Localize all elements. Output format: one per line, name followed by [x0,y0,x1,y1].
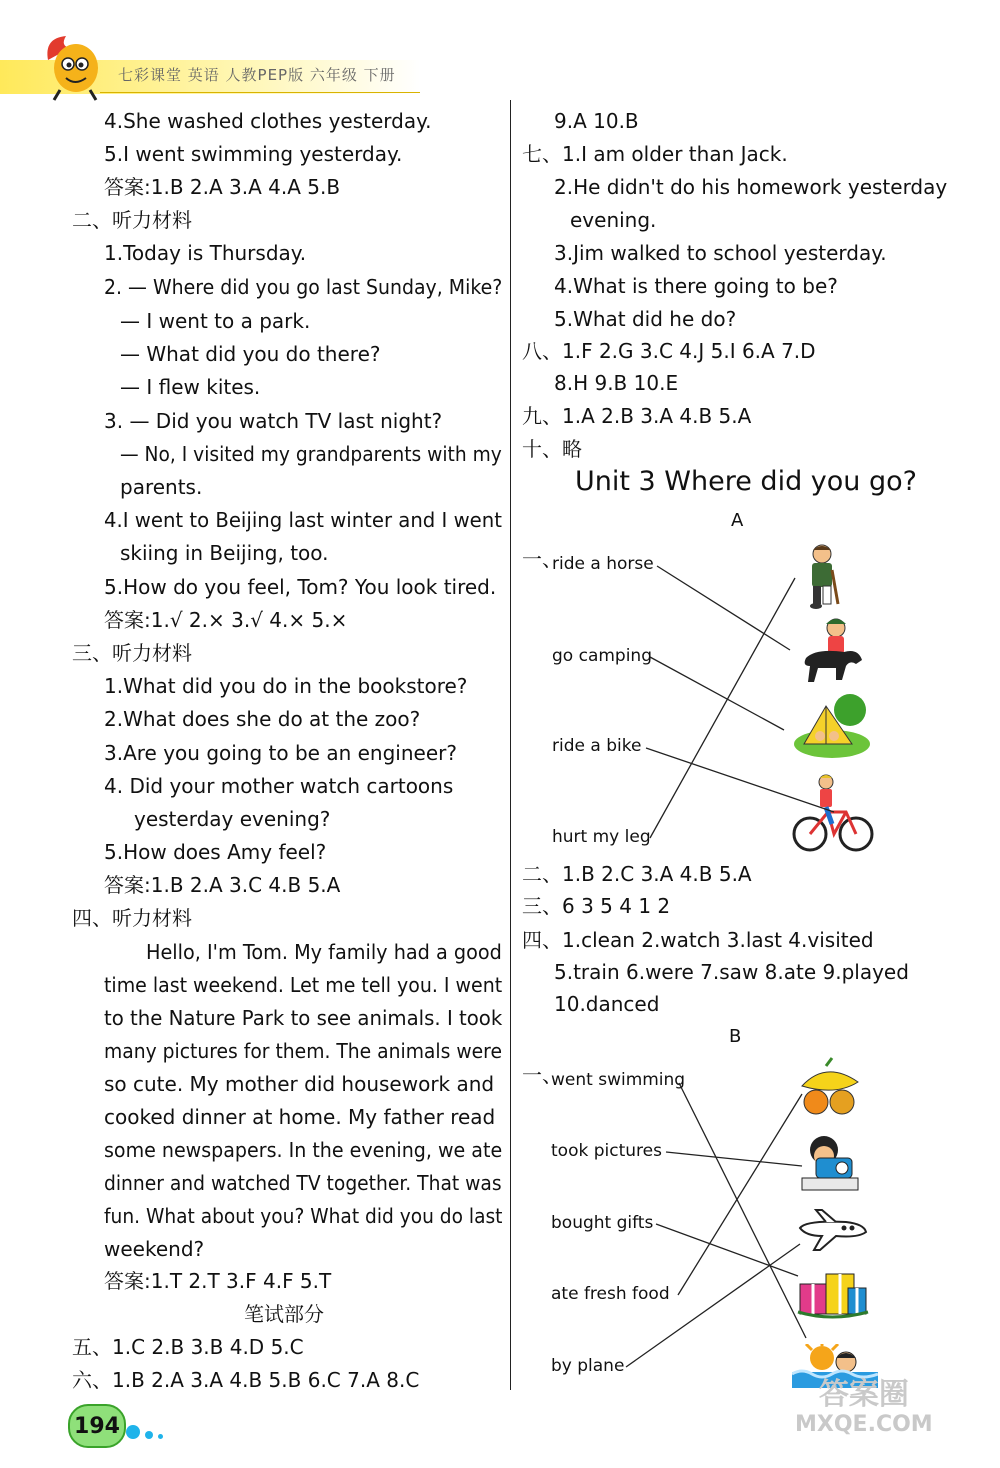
left-line-16: 答案:1.√ 2.× 3.√ 4.× 5.× [104,608,348,632]
right-line-1: 9.A 10.B [554,109,639,133]
match-b-prefix: 一、 [522,1063,562,1087]
right-line-2: 七、1.I am older than Jack. [522,142,788,166]
left-line-22: yesterday evening? [134,807,331,831]
watermark-top: 答案圈 [818,1377,909,1412]
section-b-label: B [729,1026,742,1047]
left-line-15: 5.How do you feel, Tom? You look tired. [104,575,497,599]
match-a-item-4: hurt my leg [552,827,651,847]
header-title: 七彩课堂 英语 人教PEP版 六年级 下册 [118,66,396,84]
match-a-prefix: 一、 [522,547,562,571]
fruit-food-icon [796,1056,864,1122]
header-rule [100,92,420,93]
left-line-7: — I went to a park. [120,309,311,333]
left-line-28: to the Nature Park to see animals. I took [104,1006,503,1030]
left-line-5: 1.Today is Thursday. [104,241,307,265]
right-line-7: 5.What did he do? [554,307,737,331]
right-line-3: 2.He didn't do his homework yesterday [554,175,948,199]
left-line-10: 3. — Did you watch TV last night? [104,409,443,433]
hurt-leg-boy-icon [796,542,846,610]
camera-person-icon [798,1132,862,1192]
match-a-item-2: go camping [552,646,652,666]
left-line-34: fun. What about you? What did you do last [104,1204,503,1228]
left-line-12: parents. [120,475,203,499]
airplane-icon [796,1206,870,1254]
left-line-30: so cute. My mother did housework and [104,1072,495,1096]
left-line-35: weekend? [104,1237,205,1261]
left-line-6: 2. — Where did you go last Sunday, Mike? [104,275,503,299]
left-line-32: some newspapers. In the evening, we ate [104,1138,503,1162]
left-line-14: skiing in Beijing, too. [120,541,329,565]
column-divider [510,100,511,1390]
gift-boxes-icon [796,1266,870,1320]
right-line-14: 四、1.clean 2.watch 3.last 4.visited [522,928,874,952]
camping-tent-icon [790,692,870,760]
left-line-2: 5.I went swimming yesterday. [104,142,403,166]
left-line-37: 笔试部分 [244,1302,324,1326]
left-line-13: 4.I went to Beijing last winter and I went [104,508,502,532]
right-line-4: evening. [570,208,657,232]
left-line-25: 四、听力材料 [72,906,192,930]
left-line-38: 五、1.C 2.B 3.B 4.D 5.C [72,1335,304,1359]
left-line-19: 2.What does she do at the zoo? [104,707,421,731]
right-line-6: 4.What is there going to be? [554,274,838,298]
right-line-11: 十、略 [522,437,582,461]
mascot-icon [40,30,112,102]
left-line-29: many pictures for them. The animals were [104,1039,502,1063]
left-line-20: 3.Are you going to be an engineer? [104,741,457,765]
unit-title: Unit 3 Where did you go? [575,466,917,497]
left-line-8: — What did you do there? [120,342,381,366]
left-line-24: 答案:1.B 2.A 3.C 4.B 5.A [104,873,341,897]
left-line-21: 4. Did your mother watch cartoons [104,774,454,798]
left-line-23: 5.How does Amy feel? [104,840,327,864]
match-a-item-1: ride a horse [552,554,654,574]
left-line-11: — No, I visited my grandparents with my [120,442,502,466]
match-b-item-2: took pictures [551,1141,662,1161]
left-line-33: dinner and watched TV together. That was [104,1171,502,1195]
left-line-36: 答案:1.T 2.T 3.F 4.F 5.T [104,1269,332,1293]
match-a-item-3: ride a bike [552,736,642,756]
match-b-item-4: ate fresh food [551,1284,670,1304]
left-line-27: time last weekend. Let me tell you. I went [104,973,503,997]
right-line-9: 8.H 9.B 10.E [554,371,679,395]
decorative-dots [126,1424,168,1443]
watermark [795,1377,933,1440]
match-b-item-3: bought gifts [551,1213,654,1233]
horse-rider-icon [796,614,868,688]
watermark-bottom: MXQE.COM [795,1412,933,1437]
right-line-5: 3.Jim walked to school yesterday. [554,241,887,265]
left-line-3: 答案:1.B 2.A 3.A 4.A 5.B [104,175,341,199]
right-line-10: 九、1.A 2.B 3.A 4.B 5.A [522,404,752,428]
left-line-39: 六、1.B 2.A 3.A 4.B 5.B 6.C 7.A 8.C [72,1368,420,1392]
left-line-18: 1.What did you do in the bookstore? [104,674,468,698]
left-line-4: 二、听力材料 [72,208,192,232]
right-line-13: 三、6 3 5 4 1 2 [522,894,671,918]
left-line-31: cooked dinner at home. My father read [104,1105,496,1129]
right-line-8: 八、1.F 2.G 3.C 4.J 5.I 6.A 7.D [522,339,816,363]
left-line-1: 4.She washed clothes yesterday. [104,109,432,133]
section-a-label: A [731,510,744,531]
match-b-item-5: by plane [551,1356,625,1376]
bike-rider-icon [790,772,874,854]
right-line-12: 二、1.B 2.C 3.A 4.B 5.A [522,862,752,886]
match-b-item-1: went swimming [551,1070,686,1090]
left-line-17: 三、听力材料 [72,641,192,665]
left-line-9: — I flew kites. [120,375,261,399]
page-number: 194 [68,1404,126,1448]
left-line-26: Hello, I'm Tom. My family had a good [146,940,502,964]
right-line-16: 10.danced [554,992,660,1016]
right-line-15: 5.train 6.were 7.saw 8.ate 9.played [554,960,909,984]
